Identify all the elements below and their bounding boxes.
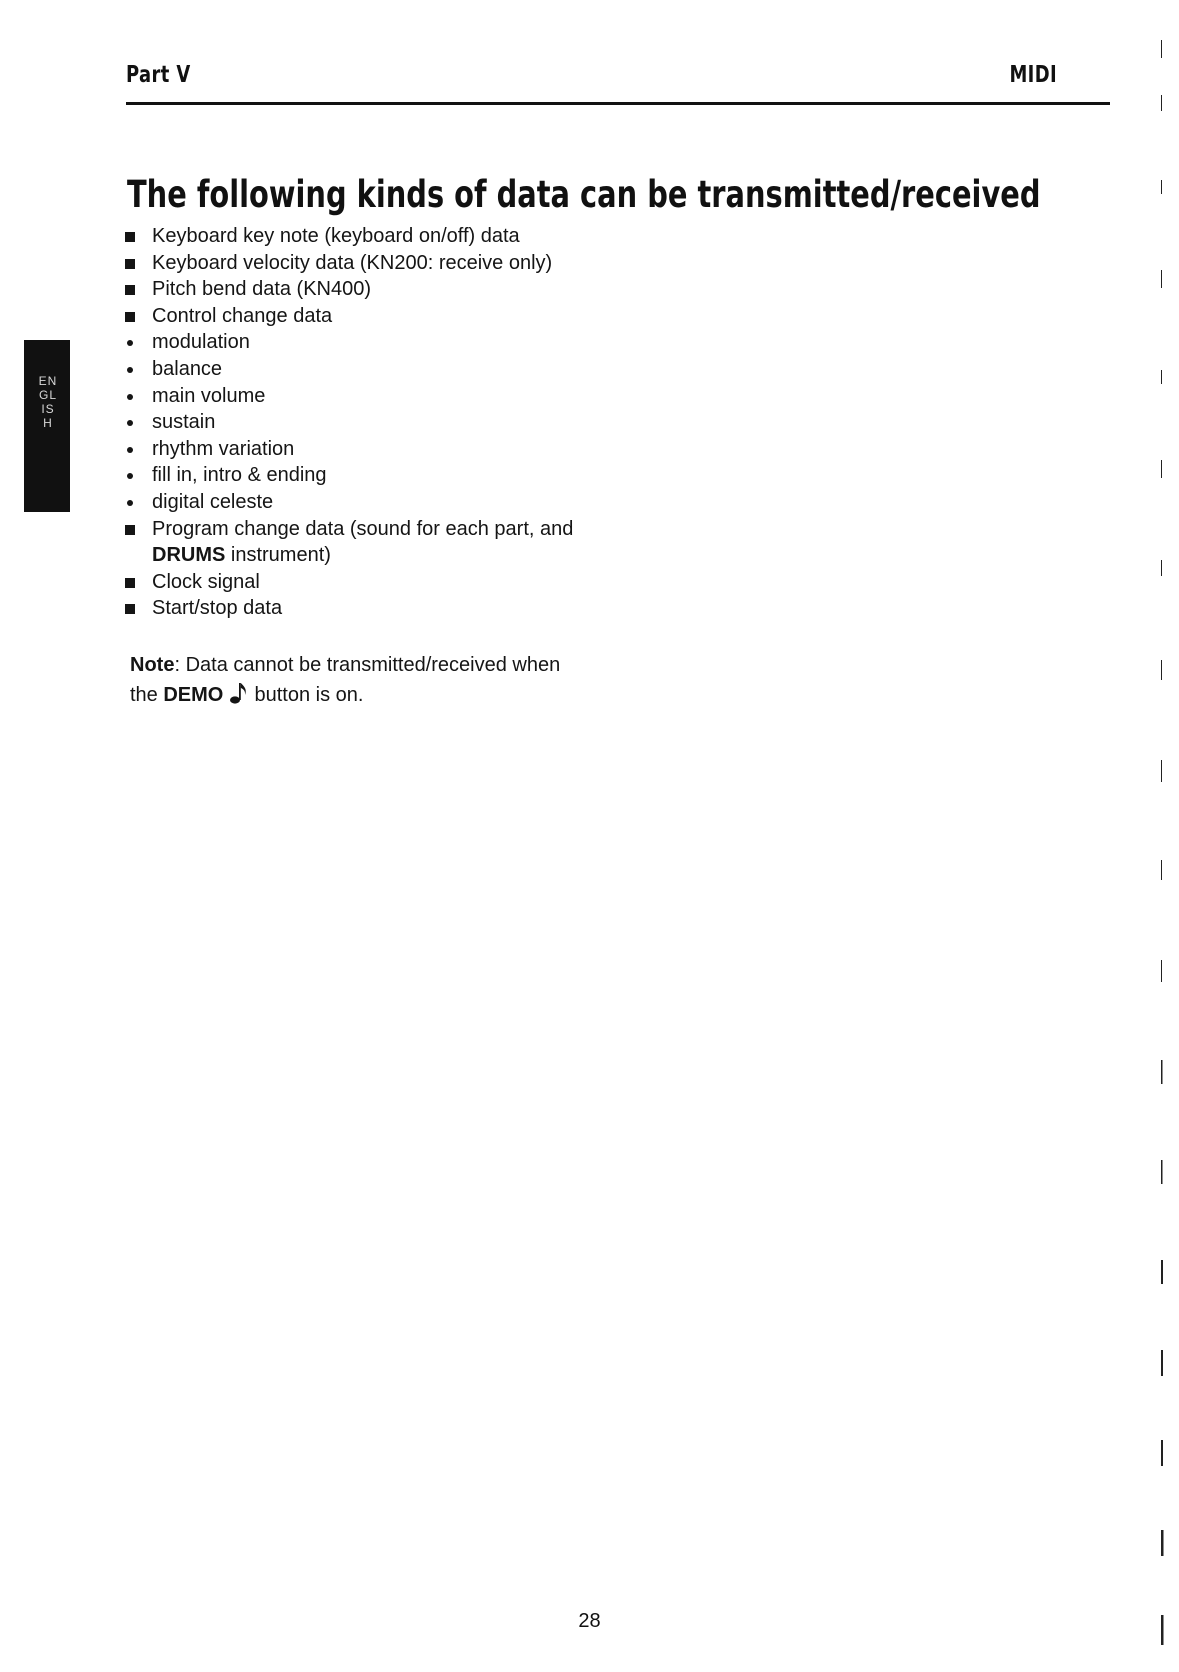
list-item — [125, 595, 573, 622]
language-tab — [24, 340, 70, 512]
list-item-text: modulation — [152, 331, 250, 354]
demo-label: DEMO — [163, 684, 224, 706]
list-item-text: digital celeste — [152, 490, 274, 513]
eighth-note-icon — [229, 681, 249, 705]
page-number: 28 — [578, 1610, 601, 1632]
list-item — [125, 569, 573, 596]
note-label: Note — [130, 654, 175, 676]
list-item — [125, 436, 573, 463]
round-bullet-icon — [127, 340, 133, 346]
square-bullet-icon — [125, 259, 135, 269]
list-item-continuation: instrument) — [225, 544, 331, 567]
language-tab-label: ENGLISH — [38, 374, 58, 430]
list-item-text: fill in, intro & ending — [152, 464, 327, 487]
list-item — [125, 250, 573, 277]
list-item — [125, 383, 573, 410]
round-bullet-icon — [127, 500, 133, 506]
list-item-text: main volume — [152, 384, 266, 407]
square-bullet-icon — [125, 285, 135, 295]
square-bullet-icon — [125, 604, 135, 614]
list-item-text: Keyboard velocity data (KN200: receive only) — [152, 251, 553, 274]
list-item-text: sustain — [152, 411, 216, 434]
square-bullet-icon — [125, 232, 135, 242]
list-item — [125, 356, 573, 383]
list-item-text: rhythm variation — [152, 437, 295, 460]
list-item — [125, 276, 573, 303]
list-item-text: Clock signal — [152, 570, 260, 593]
header-section: MIDI — [1009, 62, 1057, 88]
header-part: Part V — [126, 62, 191, 88]
binding-marks — [1155, 40, 1167, 1660]
note-text-post: button is on. — [248, 684, 364, 706]
list-item-text: Pitch bend data (KN400) — [152, 278, 372, 301]
note — [130, 650, 560, 710]
list-item-text: Control change data — [152, 304, 333, 327]
list-item — [125, 223, 573, 250]
list-item — [125, 409, 573, 436]
square-bullet-icon — [125, 525, 135, 535]
list-item — [125, 462, 573, 489]
note-text: : Data cannot be transmitted/received when — [174, 654, 561, 676]
note-text-pre: the — [130, 684, 164, 706]
round-bullet-icon — [127, 420, 133, 426]
round-bullet-icon — [127, 367, 133, 373]
list-item-text: Program change data (sound for each part, and — [152, 517, 574, 540]
page-title: The following kinds of data can be transmitted/received — [127, 173, 1041, 216]
list-item — [125, 516, 573, 569]
list-item-text: balance — [152, 357, 223, 380]
list-item — [125, 489, 573, 516]
list-item — [125, 329, 573, 356]
square-bullet-icon — [125, 578, 135, 588]
square-bullet-icon — [125, 312, 135, 322]
round-bullet-icon — [127, 473, 133, 479]
list-item-text: Keyboard key note (keyboard on/off) data — [152, 225, 520, 247]
list-item — [125, 303, 573, 330]
drums-label: DRUMS — [152, 544, 226, 567]
list-item-text: Start/stop data — [152, 597, 283, 620]
round-bullet-icon — [127, 447, 133, 453]
header-rule — [126, 102, 1110, 105]
round-bullet-icon — [127, 394, 133, 400]
data-list — [125, 223, 573, 622]
